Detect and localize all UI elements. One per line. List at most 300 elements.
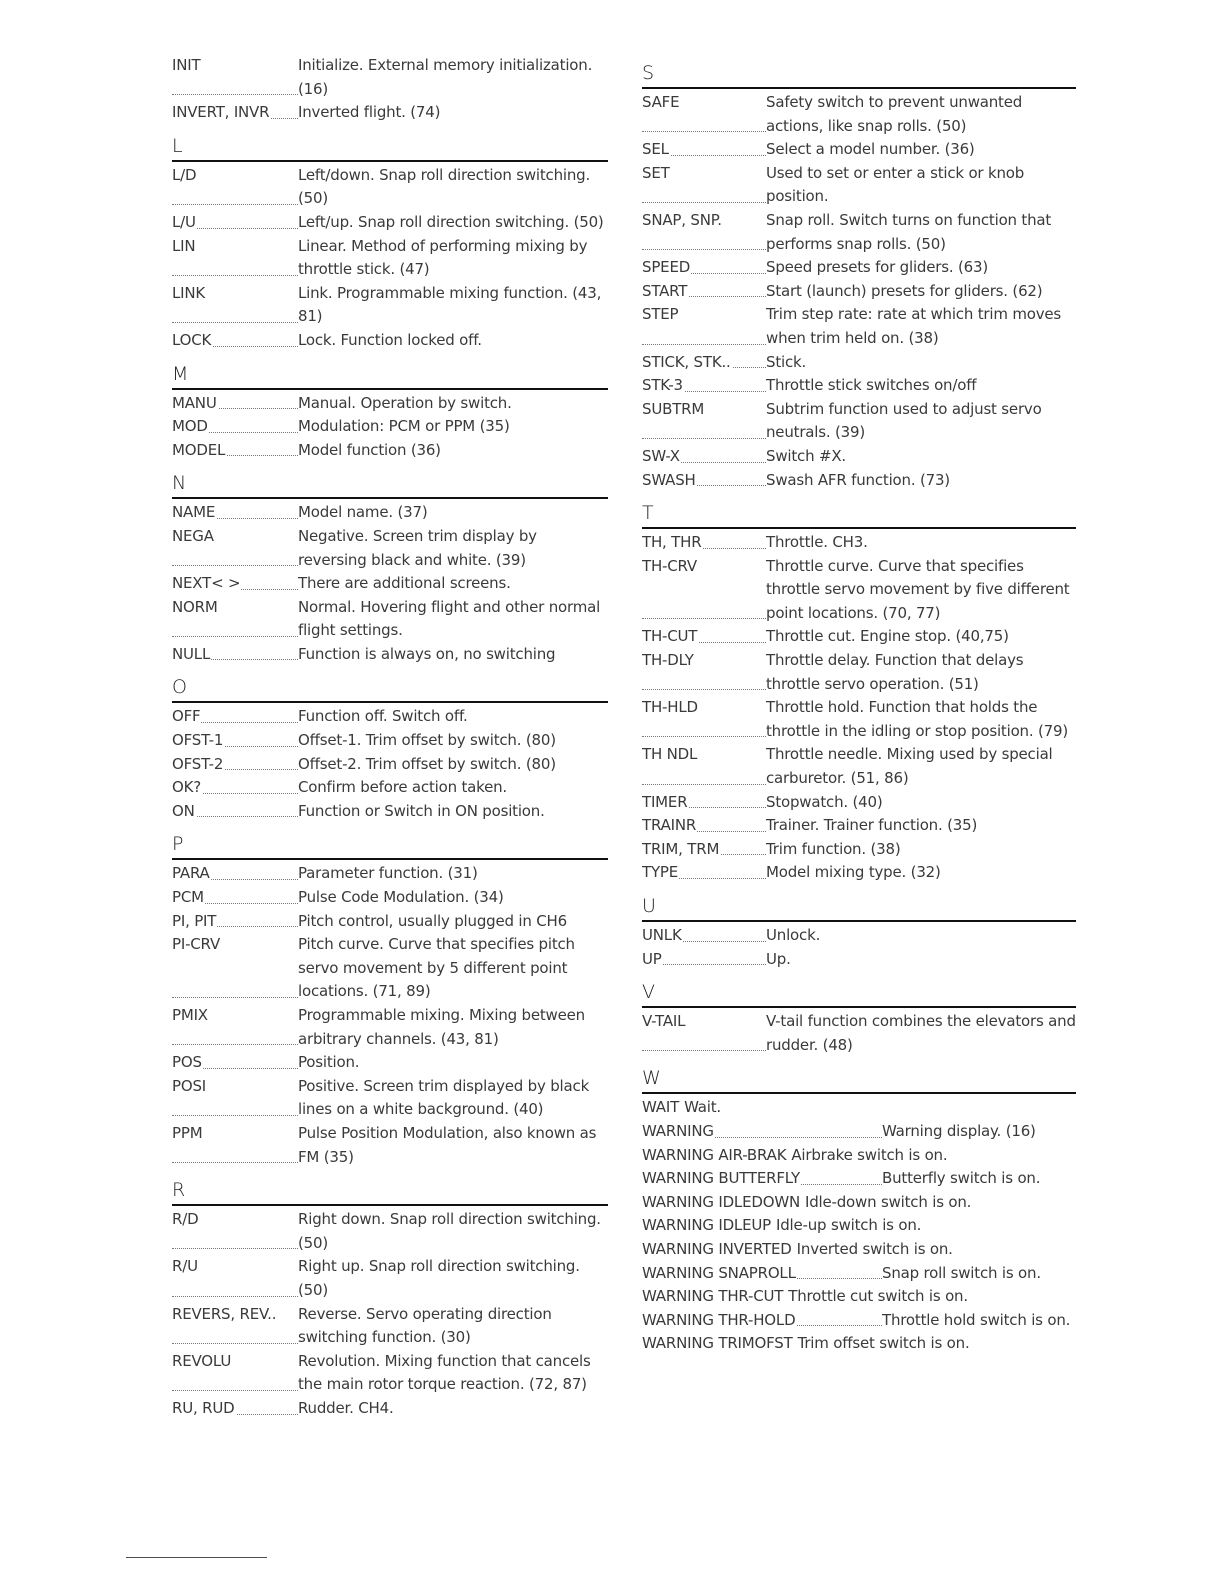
entry-term: [642, 303, 766, 350]
entry-term: [642, 1262, 882, 1286]
entry-term: [642, 351, 766, 375]
entry-term: [642, 1214, 772, 1238]
entry-term: [642, 1332, 794, 1356]
glossary-entry: [172, 596, 608, 643]
entry-definition: Revolution. Mixing function that cancels the main rotor torque reaction. (72, 87): [298, 1351, 591, 1394]
entry-term: [172, 643, 298, 667]
entry-definition: Safety switch to prevent unwanted actions, like snap rolls. (50): [766, 93, 1023, 135]
entry-term: [172, 392, 298, 416]
entry-definition: Model function (36): [298, 440, 441, 459]
glossary-entry: [172, 101, 608, 125]
entry-term: [172, 886, 298, 910]
entry-definition: Throttle needle. Mixing used by special carburetor. (51, 86): [766, 745, 1053, 788]
entry-definition: Modulation: PCM or PPM (35): [298, 417, 510, 436]
entry-term-text: WAIT: [642, 1098, 680, 1117]
glossary-entry: [642, 861, 1076, 885]
entry-term: [642, 1010, 766, 1057]
entry-term: [642, 743, 766, 790]
entry-term-text: SNAP, SNP.: [642, 210, 722, 229]
entry-term: [172, 1004, 298, 1051]
entry-term: [172, 211, 298, 235]
entry-definition: Unlock.: [766, 926, 821, 944]
section-entries: [172, 705, 608, 823]
entry-definition: Lock. Function locked off.: [298, 330, 482, 349]
entry-term: [172, 862, 298, 886]
glossary-entry: [172, 54, 608, 101]
entry-term: [172, 800, 298, 824]
entry-definition: Throttle hold switch is on.: [882, 1310, 1071, 1329]
section-entries: [642, 1010, 1076, 1057]
entry-term: [172, 439, 298, 463]
entry-definition: Model mixing type. (32): [766, 863, 941, 882]
glossary-entry: [642, 1332, 1076, 1356]
glossary-entry: [172, 1397, 608, 1421]
entry-term-text: SEL: [642, 140, 669, 159]
entry-definition: Select a model number. (36): [766, 140, 975, 159]
entry-term: [172, 1303, 298, 1350]
entry-term: [642, 625, 766, 649]
entry-definition: Link. Programmable mixing function. (43, 81): [298, 283, 602, 326]
glossary-entry: [642, 1010, 1076, 1057]
glossary-entry: [172, 525, 608, 572]
entry-term: [172, 1208, 298, 1255]
entry-term: [172, 415, 298, 439]
entry-term: [172, 753, 298, 777]
entry-definition: Up.: [766, 949, 791, 968]
entry-term-text: SPEED: [642, 258, 691, 277]
entry-definition: Trainer. Trainer function. (35): [766, 816, 978, 835]
glossary-entry: [642, 555, 1076, 626]
glossary-entry: [642, 1120, 1076, 1144]
entry-term-text: WARNING IDLEUP: [642, 1216, 771, 1235]
entry-definition: Idle-down switch is on.: [804, 1192, 972, 1211]
entry-term-text: SWASH: [642, 470, 696, 489]
entry-term: [172, 910, 298, 934]
glossary-entry: [642, 1285, 1076, 1309]
entry-term-text: OFF: [172, 707, 201, 726]
entry-term-text: PARA: [172, 864, 210, 883]
section-entries: [172, 862, 608, 1169]
entry-definition: V-tail function combines the elevators and rudder. (48): [766, 1012, 1076, 1054]
entry-definition: Idle-up switch is on.: [776, 1216, 922, 1235]
entry-definition: Warning display. (16): [882, 1121, 1036, 1140]
entry-term-text: NULL: [172, 644, 211, 663]
entry-term-text: START: [642, 281, 688, 300]
section-entries: [642, 531, 1076, 885]
entry-term-text: PMIX: [172, 1006, 208, 1024]
glossary-entry: [642, 649, 1076, 696]
glossary-entry: [642, 303, 1076, 350]
glossary-entry: [172, 862, 608, 886]
entry-term-text: WARNING TRIMOFST: [642, 1334, 793, 1353]
glossary-entry: [642, 625, 1076, 649]
entry-definition: Left/down. Snap roll direction switching. (50): [298, 165, 591, 208]
left-column: [172, 52, 608, 1421]
entry-term-text: TH-CUT: [642, 627, 698, 646]
section-entries: [172, 501, 608, 666]
glossary-entry: [172, 164, 608, 211]
entry-term: [172, 164, 298, 211]
entry-term: [172, 54, 298, 101]
glossary-entry: [172, 1004, 608, 1051]
glossary-entry: [172, 1350, 608, 1397]
entry-term: [642, 374, 766, 398]
entry-definition: Airbrake switch is on.: [791, 1145, 948, 1164]
entry-term: [642, 649, 766, 696]
entry-definition: Model name. (37): [298, 503, 428, 522]
glossary-entry: [172, 1075, 608, 1122]
entry-definition: Throttle curve. Curve that specifies throttle servo movement by five different point locations. (70, 77): [766, 556, 1070, 622]
entry-term-text: WARNING: [642, 1121, 714, 1140]
glossary-entry: [642, 531, 1076, 555]
glossary-entry: [172, 886, 608, 910]
entry-definition: Speed presets for gliders. (63): [766, 258, 988, 277]
entry-term: [172, 101, 298, 125]
entry-definition: Confirm before action taken.: [298, 778, 507, 797]
entry-definition: Manual. Operation by switch.: [298, 393, 512, 412]
entry-term-text: NORM: [172, 597, 218, 616]
entry-definition: Snap roll. Switch turns on function that performs snap rolls. (50): [766, 210, 1052, 253]
entry-definition: Normal. Hovering flight and other normal flight settings.: [298, 597, 601, 640]
entry-term-text: WARNING SNAPROLL: [642, 1263, 796, 1282]
entry-term-text: MODEL: [172, 440, 226, 459]
entry-term-text: R/U: [172, 1257, 198, 1276]
entry-term: [642, 398, 766, 445]
section-entries: [172, 392, 608, 463]
entry-term-text: R/D: [172, 1210, 199, 1229]
section-letter-o: O: [172, 676, 608, 703]
entry-term-text: STK-3: [642, 376, 683, 395]
glossary-entry: [642, 138, 1076, 162]
entry-definition: Linear. Method of performing mixing by throttle stick. (47): [298, 236, 588, 279]
section-letter-l: L: [172, 135, 608, 162]
entry-term-text: WARNING THR-HOLD: [642, 1310, 796, 1329]
section-letter-w: W: [642, 1067, 1076, 1094]
entry-term-text: V-TAIL: [642, 1012, 686, 1031]
glossary-entry: [642, 398, 1076, 445]
entry-definition: Butterfly switch is on.: [882, 1169, 1041, 1188]
section-entries: [642, 924, 1076, 971]
glossary-entry: [642, 469, 1076, 493]
entry-definition: Used to set or enter a stick or knob position.: [766, 163, 1025, 206]
entry-definition: Throttle. CH3.: [766, 533, 868, 552]
entry-definition: Function or Switch in ON position.: [298, 801, 545, 820]
glossary-entry: [642, 1191, 1076, 1215]
entry-term-text: TH-CRV: [642, 556, 697, 575]
entry-term-text: OFST-2: [172, 754, 224, 773]
section-letter-v: V: [642, 981, 1076, 1008]
glossary-entry: [172, 643, 608, 667]
entry-definition: Pulse Code Modulation. (34): [298, 888, 504, 907]
entry-definition: Trim offset switch is on.: [797, 1334, 970, 1353]
entry-term: [642, 555, 766, 626]
entry-definition: Parameter function. (31): [298, 864, 478, 883]
glossary-entry: [172, 1122, 608, 1169]
entry-term: [172, 235, 298, 282]
entry-definition: Snap roll switch is on.: [882, 1263, 1041, 1282]
entry-term-text: WARNING BUTTERFLY: [642, 1169, 800, 1188]
glossary-entry: [642, 280, 1076, 304]
entry-term-text: RU, RUD: [172, 1398, 235, 1417]
glossary-entry: [172, 753, 608, 777]
entry-term: [642, 924, 766, 948]
entry-term: [172, 572, 298, 596]
glossary-entry: [642, 696, 1076, 743]
entry-term-text: PCM: [172, 888, 204, 907]
footnote-separator: [126, 1557, 267, 1558]
entry-term-text: LOCK: [172, 330, 212, 349]
entry-term: [642, 861, 766, 885]
entry-term: [172, 525, 298, 572]
entry-term-text: TH-HLD: [642, 698, 698, 717]
section-letter-n: N: [172, 472, 608, 499]
entry-term-text: NAME: [172, 503, 216, 522]
entry-definition: Right down. Snap roll direction switching. (50): [298, 1210, 601, 1252]
entry-term-text: PPM: [172, 1123, 203, 1142]
entry-definition: Positive. Screen trim displayed by black lines on a white background. (40): [298, 1076, 590, 1119]
entry-term-text: INVERT, INVR: [172, 103, 270, 122]
entry-term-text: L/D: [172, 165, 197, 184]
entry-term-text: TH NDL: [642, 745, 698, 764]
entry-definition: Throttle cut switch is on.: [788, 1287, 968, 1306]
right-column: [642, 52, 1076, 1356]
entry-term-text: SET: [642, 163, 670, 182]
glossary-entry: [172, 1255, 608, 1302]
entry-definition: Negative. Screen trim display by reversing black and white. (39): [298, 526, 537, 569]
entry-term-text: TIMER: [642, 792, 688, 811]
entry-term: [642, 280, 766, 304]
entry-definition: Throttle delay. Function that delays throttle servo operation. (51): [766, 651, 1024, 693]
entry-definition: Initialize. External memory initialization. (16): [298, 56, 593, 98]
entry-term: [642, 948, 766, 972]
glossary-entry: [642, 1309, 1076, 1333]
entry-term: [172, 1122, 298, 1169]
entry-definition: Pitch curve. Curve that specifies pitch servo movement by 5 different point locations. (71, 89): [298, 935, 575, 1001]
entry-term: [172, 329, 298, 353]
glossary-entry: [642, 924, 1076, 948]
entry-definition: Subtrim function used to adjust servo neutrals. (39): [766, 399, 1042, 442]
section-letter-t: T: [642, 502, 1076, 529]
glossary-entry: [642, 209, 1076, 256]
entry-term-text: TH, THR: [642, 533, 702, 552]
entry-term-text: WARNING IDLEDOWN: [642, 1192, 800, 1211]
entry-term: [642, 469, 766, 493]
entry-definition: Switch #X.: [766, 446, 846, 465]
entry-definition: Rudder. CH4.: [298, 1398, 394, 1417]
entry-term: [172, 282, 298, 329]
entry-definition: Pitch control, usually plugged in CH6: [298, 911, 567, 930]
entry-term-text: SW-X: [642, 446, 680, 465]
entry-term-text: TRAINR: [642, 816, 697, 835]
entry-term-text: LIN: [172, 236, 196, 255]
entry-definition: Throttle stick switches on/off: [766, 376, 977, 395]
glossary-entry: [642, 1096, 1076, 1120]
entry-term-text: TH-DLY: [642, 651, 694, 670]
entry-term: [172, 705, 298, 729]
entry-definition: Offset-1. Trim offset by switch. (80): [298, 731, 556, 750]
entry-term: [642, 1167, 882, 1191]
entry-definition: Reverse. Servo operating direction switching function. (30): [298, 1304, 552, 1347]
entry-term-text: LINK: [172, 283, 206, 302]
entry-term-text: NEGA: [172, 526, 214, 545]
entry-term-text: STEP: [642, 305, 679, 324]
entry-term: [172, 501, 298, 525]
entry-definition: Inverted flight. (74): [298, 103, 441, 122]
entry-definition: Programmable mixing. Mixing between arbitrary channels. (43, 81): [298, 1006, 585, 1048]
entry-term-text: OK?: [172, 778, 202, 797]
entry-term-text: INIT: [172, 56, 201, 74]
glossary-entry: [642, 838, 1076, 862]
entry-term: [642, 791, 766, 815]
glossary-entry: [642, 91, 1076, 138]
entry-definition: Position.: [298, 1053, 360, 1072]
entry-term-text: SUBTRM: [642, 399, 705, 418]
entry-definition: Stick.: [766, 352, 807, 371]
entry-definition: Offset-2. Trim offset by switch. (80): [298, 754, 556, 773]
glossary-entry: [172, 776, 608, 800]
entry-term-text: OFST-1: [172, 731, 224, 750]
glossary-entry: [642, 445, 1076, 469]
glossary-entry: [172, 329, 608, 353]
entry-term-text: POSI: [172, 1076, 206, 1095]
entry-term-text: STICK, STK..: [642, 352, 731, 371]
entry-term: [172, 1075, 298, 1122]
glossary-entry: [642, 743, 1076, 790]
section-letter-s: S: [642, 62, 1076, 89]
intro-entries: [172, 54, 608, 125]
glossary-entry: [642, 948, 1076, 972]
entry-term: [172, 933, 298, 1004]
entry-term: [642, 256, 766, 280]
entry-definition: Trim step rate: rate at which trim moves when trim held on. (38): [766, 305, 1062, 347]
entry-definition: Function is always on, no switching: [298, 644, 556, 663]
entry-term: [642, 696, 766, 743]
entry-term-text: MANU: [172, 393, 217, 412]
glossary-entry: [642, 1262, 1076, 1286]
entry-definition: Inverted switch is on.: [796, 1239, 953, 1258]
entry-definition: Throttle hold. Function that holds the throttle in the idling or stop position. (79): [766, 698, 1068, 740]
entry-definition: Function off. Switch off.: [298, 707, 468, 726]
entry-term: [172, 1397, 298, 1421]
glossary-entry: [172, 933, 608, 1004]
section-entries: [642, 91, 1076, 492]
section-entries: [172, 164, 608, 353]
section-letter-p: P: [172, 833, 608, 860]
glossary-entry: [172, 282, 608, 329]
glossary-entry: [172, 800, 608, 824]
entry-definition: Wait.: [684, 1098, 721, 1117]
glossary-entry: [172, 235, 608, 282]
entry-term: [642, 1309, 882, 1333]
glossary-entry: [642, 162, 1076, 209]
entry-definition: Throttle cut. Engine stop. (40,75): [766, 627, 1009, 646]
entry-term-text: REVOLU: [172, 1351, 232, 1370]
entry-term: [172, 1350, 298, 1397]
entry-definition: Pulse Position Modulation, also known as FM (35): [298, 1123, 597, 1166]
glossary-entry: [642, 1214, 1076, 1238]
glossary-entry: [172, 705, 608, 729]
entry-term-text: UP: [642, 949, 662, 968]
entry-term: [642, 91, 766, 138]
glossary-entry: [172, 439, 608, 463]
entry-term: [642, 838, 766, 862]
entry-term: [642, 1144, 787, 1168]
glossary-entry: [642, 351, 1076, 375]
glossary-entry: [642, 1238, 1076, 1262]
entry-term: [642, 162, 766, 209]
entry-term: [642, 1096, 680, 1120]
entry-term-text: L/U: [172, 212, 196, 231]
entry-term: [642, 814, 766, 838]
glossary-entry: [172, 211, 608, 235]
entry-definition: Stopwatch. (40): [766, 792, 883, 811]
entry-term: [642, 531, 766, 555]
entry-term-text: TRIM, TRM: [642, 839, 720, 858]
section-letter-r: R: [172, 1179, 608, 1206]
entry-term-text: WARNING INVERTED: [642, 1239, 792, 1258]
entry-term-text: SAFE: [642, 93, 680, 111]
entry-term: [642, 209, 766, 256]
entry-term-text: WARNING AIR-BRAK: [642, 1145, 787, 1164]
glossary-entry: [172, 415, 608, 439]
glossary-entry: [172, 501, 608, 525]
glossary-entry: [642, 814, 1076, 838]
entry-term: [642, 445, 766, 469]
section-entries: [642, 1096, 1076, 1356]
glossary-entry: [642, 1144, 1076, 1168]
entry-term: [642, 1120, 882, 1144]
section-letter-m: M: [172, 363, 608, 390]
glossary-entry: [642, 256, 1076, 280]
entry-term-text: POS: [172, 1053, 202, 1072]
entry-term: [642, 1285, 784, 1309]
entry-definition: Left/up. Snap roll direction switching. (50): [298, 212, 604, 231]
entry-term-text: PI, PIT: [172, 911, 217, 930]
entry-term-text: NEXT< >: [172, 574, 241, 593]
entry-term-text: UNLK: [642, 926, 682, 944]
glossary-entry: [642, 374, 1076, 398]
entry-term-text: PI-CRV: [172, 935, 221, 954]
glossary-entry: [172, 1051, 608, 1075]
glossary-entry: [172, 1208, 608, 1255]
entry-term: [172, 729, 298, 753]
glossary-entry: [172, 572, 608, 596]
entry-term-text: ON: [172, 801, 195, 820]
glossary-entry: [172, 729, 608, 753]
entry-definition: There are additional screens.: [298, 574, 511, 593]
glossary-entry: [172, 1303, 608, 1350]
entry-definition: Right up. Snap roll direction switching. (50): [298, 1257, 580, 1299]
entry-term: [172, 596, 298, 643]
entry-term: [642, 1238, 793, 1262]
glossary-entry: [642, 1167, 1076, 1191]
entry-term-text: WARNING THR-CUT: [642, 1287, 784, 1306]
entry-term: [642, 1191, 801, 1215]
entry-term: [172, 776, 298, 800]
entry-term: [172, 1255, 298, 1302]
entry-term-text: MOD: [172, 417, 208, 436]
section-entries: [172, 1208, 608, 1420]
entry-term-text: TYPE: [642, 863, 679, 882]
glossary-entry: [172, 392, 608, 416]
entry-definition: Start (launch) presets for gliders. (62): [766, 281, 1043, 300]
glossary-entry: [172, 910, 608, 934]
entry-term: [642, 138, 766, 162]
section-letter-u: U: [642, 895, 1076, 922]
entry-definition: Swash AFR function. (73): [766, 470, 950, 489]
entry-term-text: REVERS, REV..: [172, 1304, 277, 1323]
entry-term: [172, 1051, 298, 1075]
